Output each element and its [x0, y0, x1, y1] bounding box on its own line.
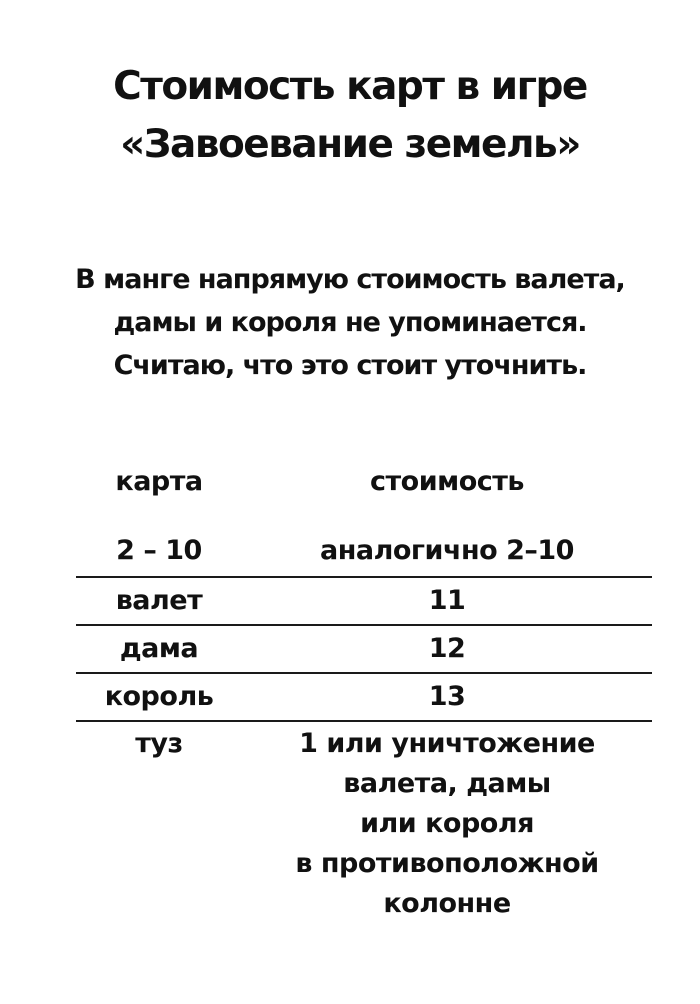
row-cost: 11	[428, 585, 466, 616]
ace-cost-line: в противоположной	[295, 848, 599, 879]
table-row	[76, 626, 652, 674]
ace-cost-line: или короля	[360, 808, 534, 839]
row-card: 2 – 10	[116, 535, 202, 566]
table-header-row	[76, 458, 652, 522]
row-cost: аналогично 2–10	[320, 535, 574, 566]
ace-cost-line: 1 или уничтожение	[299, 728, 595, 759]
row-cost-multiline	[242, 724, 652, 924]
row-card: валет	[115, 585, 203, 616]
header-card: карта	[115, 466, 203, 497]
header-cost: стоимость	[370, 466, 524, 497]
table-row	[76, 522, 652, 578]
note-line-2: дамы и короля не упоминается.	[113, 307, 587, 338]
title-line-1: Стоимость карт в игре	[113, 64, 587, 109]
note-line-3: Считаю, что это стоит уточнить.	[113, 350, 587, 381]
note-paragraph	[0, 258, 700, 387]
row-card: дама	[119, 633, 199, 664]
card-cost-table	[76, 458, 652, 924]
page-title	[0, 58, 700, 174]
row-cost: 13	[428, 681, 466, 712]
ace-cost-line: валета, дамы	[343, 768, 551, 799]
row-cost: 12	[428, 633, 466, 664]
table-row	[76, 578, 652, 626]
row-card: туз	[135, 728, 183, 759]
note-line-1: В манге напрямую стоимость валета,	[75, 264, 625, 295]
ace-cost-line: колонне	[383, 888, 511, 919]
row-card: король	[104, 681, 214, 712]
table-row-ace	[76, 722, 652, 924]
table-row	[76, 674, 652, 722]
title-line-2: «Завоевание земель»	[120, 122, 580, 167]
